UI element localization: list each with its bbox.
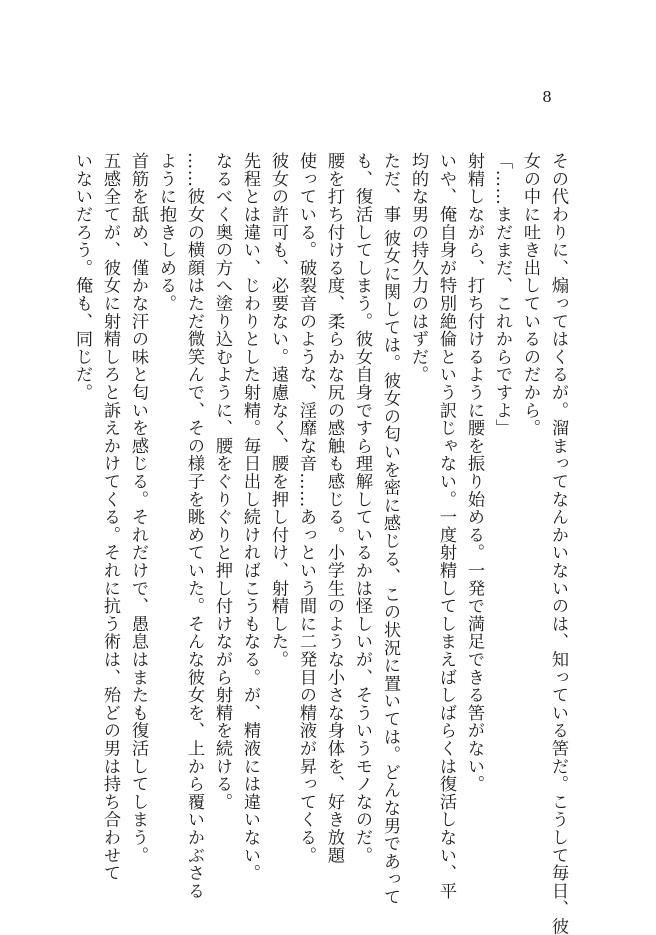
text-line: 腰を打ち付ける度、柔らかな尻の感触も感じる。小学生のような小さな身体を、好き放題 bbox=[324, 152, 344, 864]
text-line: 彼女の許可も、必要ない。遠慮なく、腰を押し付け、射精した。 bbox=[268, 152, 288, 669]
text-line: ように抱きしめる。 bbox=[156, 152, 176, 313]
text-line: ……彼女の横顔はただ微笑んで、その様子を眺めていた。そんな彼女を、上から覆いかぶさる bbox=[184, 152, 204, 900]
text-line: 使っている。破裂音のような、淫靡な音……あっという間に二発目の精液が昇ってくる。 bbox=[296, 152, 316, 864]
text-line: 射精しながら、打ち付けるように腰を振り始める。一発で満足できる筈がない。 bbox=[464, 152, 484, 793]
text-line: 先程とは違い、じわりとした射精。毎日出し続ければこうもなる。が、精液には違いない。 bbox=[240, 152, 260, 882]
text-line: その代わりに、煽ってはくるが。溜まってなんかいないのは、知っている筈だ。こうして毎日、彼 bbox=[548, 152, 568, 935]
text-line: いや、俺自身が特別絶倫という訳じゃない。一度射精してしまえばしばらくは復活しない、平 bbox=[436, 152, 456, 900]
text-line: 五感全てが、彼女に射精しろと訴えかけてくる。それに抗う術は、殆どの男は持ち合わせて bbox=[100, 152, 120, 882]
text-line: 女の中に吐き出しているのだから。 bbox=[520, 152, 540, 437]
text-line: なるべく奥の方へ塗り込むように、腰をぐりぐりと押し付けながら射精を続ける。 bbox=[212, 152, 232, 811]
text-line: 均的な男の持久力のはずだ。 bbox=[408, 152, 428, 384]
page-number: 8 bbox=[542, 88, 552, 106]
text-line: 首筋を舐め、僅かな汗の味と匂いを感じる。それだけで、愚息はまたも復活してしまう。 bbox=[128, 152, 148, 864]
text-body bbox=[72, 152, 572, 935]
text-line: も、復活してしまう。彼女自身ですら理解しているかは怪しいが、そういうモノなのだ。 bbox=[352, 152, 372, 864]
text-line: 「……まだまだ、これからですよ」 bbox=[492, 152, 512, 437]
text-line: いないだろう。俺も、同じだ。 bbox=[72, 152, 92, 402]
text-line: ただ、事 彼女に関しては。彼女の匂いを密に感じる、この状況に置いては。どんな男であって bbox=[380, 152, 400, 906]
